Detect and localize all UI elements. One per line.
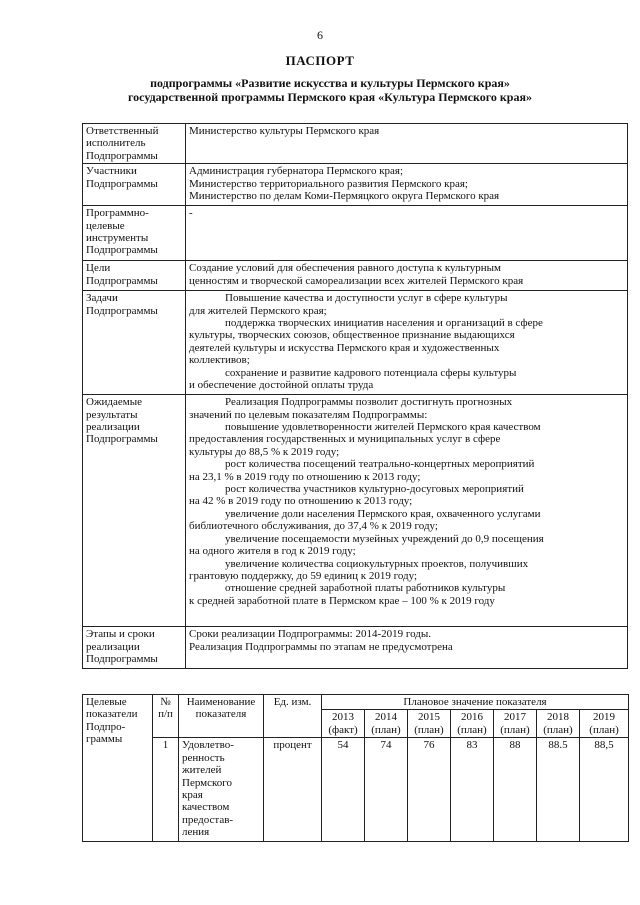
col-name-header [179, 695, 264, 738]
row-label [83, 261, 186, 291]
indicator-value: 88,5 [580, 738, 629, 842]
label-line: граммы [86, 733, 123, 746]
value-line: деятелей культуры и искусства Пермского края и художественных [189, 341, 500, 354]
label-line: реализации [86, 640, 140, 653]
passport-table [82, 123, 628, 669]
value-line: для жителей Пермского края; [189, 304, 327, 317]
value-line: Министерство по делам Коми-Пермяцкого округа Пермского края [189, 190, 500, 203]
label-line: Подпрограммы [86, 433, 158, 446]
indicator-value: 54 [322, 738, 365, 842]
row-value [186, 291, 628, 395]
name-line: качеством [182, 801, 230, 814]
value-line: рост количества участников культурно-досуговых мероприятий [225, 483, 524, 496]
label-line: целевые [86, 219, 125, 232]
value-line: и обеспечение достойной оплаты труда [189, 379, 374, 392]
indicators-section-label [83, 695, 153, 842]
name-line: Пермского [182, 776, 233, 789]
value-line: Повышение качества и доступности услуг в сфере культуры [225, 292, 508, 305]
value-line: на одного жителя в год к 2019 году; [189, 545, 356, 558]
year-header [494, 710, 537, 738]
subtitle-line: государственной программы Пермского края «Культура Пермского края» [128, 90, 532, 104]
passport-row-participants [83, 164, 628, 206]
indicator-unit: процент [264, 738, 322, 842]
header-line: показателя [195, 708, 247, 721]
passport-row-tasks [83, 291, 628, 395]
year-header [451, 710, 494, 738]
year-header [365, 710, 408, 738]
year-kind: (план) [414, 723, 444, 736]
row-label [83, 291, 186, 395]
label-line: Участники [86, 165, 137, 178]
document-subtitle [60, 76, 600, 104]
year-header [580, 710, 629, 738]
value-line: Администрация губернатора Пермского края; [189, 165, 404, 178]
year-header [322, 710, 365, 738]
year-label: 2016 [461, 711, 483, 724]
value-line: Реализация Подпрограммы позволит достигнуть прогнозных [225, 396, 513, 409]
indicator-value: 88.5 [537, 738, 580, 842]
header-line: № [160, 696, 171, 708]
year-label: 2013 [332, 711, 354, 724]
passport-row-stages [83, 627, 628, 669]
row-value [186, 124, 628, 164]
label-line: Подпрограммы [86, 304, 158, 317]
label-line: Ответственный [86, 125, 159, 137]
value-line: отношение средней заработной платы работников культуры [225, 582, 506, 595]
row-label [83, 164, 186, 206]
value-line: на 23,1 % в 2019 году по отношению к 2013 году; [189, 470, 421, 483]
label-line: показатели [86, 708, 138, 721]
label-line: реализации [86, 421, 140, 434]
year-header [537, 710, 580, 738]
indicator-name [179, 738, 264, 842]
row-number: 1 [153, 738, 179, 842]
name-line: ренность [182, 751, 225, 764]
value-line: Сроки реализации Подпрограммы: 2014-2019 годы. [189, 628, 432, 641]
label-line: Этапы и сроки [86, 628, 155, 641]
indicator-value: 74 [365, 738, 408, 842]
header-line: Наименование [186, 696, 256, 708]
row-value [186, 206, 628, 261]
label-line: Целевые [86, 696, 127, 708]
name-line: края [182, 789, 203, 802]
page-number: 6 [317, 28, 323, 42]
label-line: Подпро- [86, 720, 126, 733]
value-line: Создание условий для обеспечения равного доступа к культурным [189, 262, 502, 275]
row-label [83, 627, 186, 669]
row-label [83, 395, 186, 627]
value-line: значений по целевым показателям Подпрограммы: [189, 408, 428, 421]
indicator-value: 83 [451, 738, 494, 842]
label-line: Подпрограммы [86, 177, 158, 190]
label-line: результаты [86, 408, 138, 421]
label-line: исполнитель [86, 137, 146, 150]
value-line: сохранение и развитие кадрового потенциала сферы культуры [225, 366, 517, 379]
year-kind: (план) [500, 723, 530, 736]
value-line: - [189, 207, 193, 220]
subtitle-line: подпрограммы «Развитие искусства и культуры Пермского края» [150, 76, 510, 90]
value-line: культуры до 88,5 % к 2019 году; [189, 445, 340, 458]
name-line: ления [182, 826, 210, 839]
passport-row-results [83, 395, 628, 627]
value-line: увеличение посещаемости музейных учреждений до 0,9 посещения [225, 532, 544, 545]
label-line: Задачи [86, 292, 118, 305]
label-line: Ожидаемые [86, 396, 143, 409]
year-label: 2014 [375, 711, 397, 724]
indicators-header-row [83, 695, 629, 710]
col-unit-header: Ед. изм. [264, 695, 322, 738]
label-line: Подпрограммы [86, 149, 158, 162]
value-line: увеличение доли населения Пермского края, охваченного услугами [225, 507, 541, 520]
col-number-header [153, 695, 179, 738]
value-line: Министерство территориального развития Пермского края; [189, 177, 468, 190]
name-line: жителей [182, 764, 222, 777]
indicators-table [82, 694, 629, 842]
value-line: коллективов; [189, 354, 250, 367]
indicator-value: 88 [494, 738, 537, 842]
passport-row-executor [83, 124, 628, 164]
label-line: Программно- [86, 207, 149, 220]
document-title: ПАСПОРТ [285, 53, 355, 68]
year-kind: (план) [589, 723, 619, 736]
year-kind: (план) [457, 723, 487, 736]
passport-row-goals [83, 261, 628, 291]
label-line: инструменты [86, 232, 149, 245]
passport-row-instruments [83, 206, 628, 261]
indicator-value: 76 [408, 738, 451, 842]
header-line: п/п [158, 708, 173, 721]
year-label: 2018 [547, 711, 569, 724]
label-line: Цели [86, 262, 111, 275]
row-value [186, 627, 628, 669]
value-line: к средней заработной плате в Пермском крае – 100 % к 2019 году [189, 594, 495, 607]
row-value [186, 261, 628, 291]
value-line: Министерство культуры Пермского края [189, 125, 380, 137]
value-line: грантовую поддержку, до 59 единиц к 2019 году; [189, 569, 418, 582]
year-label: 2015 [418, 711, 440, 724]
label-line: Подпрограммы [86, 274, 158, 287]
year-kind: (план) [543, 723, 573, 736]
value-line: ценностям и творческой самореализации всех жителей Пермского края [189, 274, 524, 287]
value-line: на 42 % в 2019 году по отношению к 2013 году; [189, 495, 413, 508]
year-label: 2017 [504, 711, 526, 724]
year-label: 2019 [593, 711, 616, 724]
value-line: повышение удовлетворенности жителей Пермского края качеством [225, 421, 541, 434]
year-header [408, 710, 451, 738]
row-value [186, 164, 628, 206]
table-row [83, 738, 629, 842]
value-line: увеличение количества социокультурных проектов, получивших [225, 557, 529, 570]
label-line: Подпрограммы [86, 653, 158, 666]
col-plan-header: Плановое значение показателя [322, 695, 629, 710]
year-kind: (факт) [328, 723, 358, 736]
year-kind: (план) [371, 723, 401, 736]
value-line: предоставления государственных и муниципальных услуг в сфере [189, 433, 501, 446]
value-line: культуры, творческих союзов, общественное признание выдающихся [189, 329, 515, 342]
name-line: Удовлетво- [182, 739, 234, 752]
row-label [83, 206, 186, 261]
value-line: поддержка творческих инициатив населения и организаций в сфере [225, 317, 543, 330]
value-line: библиотечного обслуживания, до 37,4 % к 2019 году; [189, 520, 438, 533]
row-label [83, 124, 186, 164]
row-value [186, 395, 628, 627]
value-line: рост количества посещений театрально-концертных мероприятий [225, 458, 535, 471]
value-line: Реализация Подпрограммы по этапам не предусмотрена [189, 640, 453, 653]
label-line: Подпрограммы [86, 244, 158, 257]
name-line: предостав- [182, 813, 234, 826]
